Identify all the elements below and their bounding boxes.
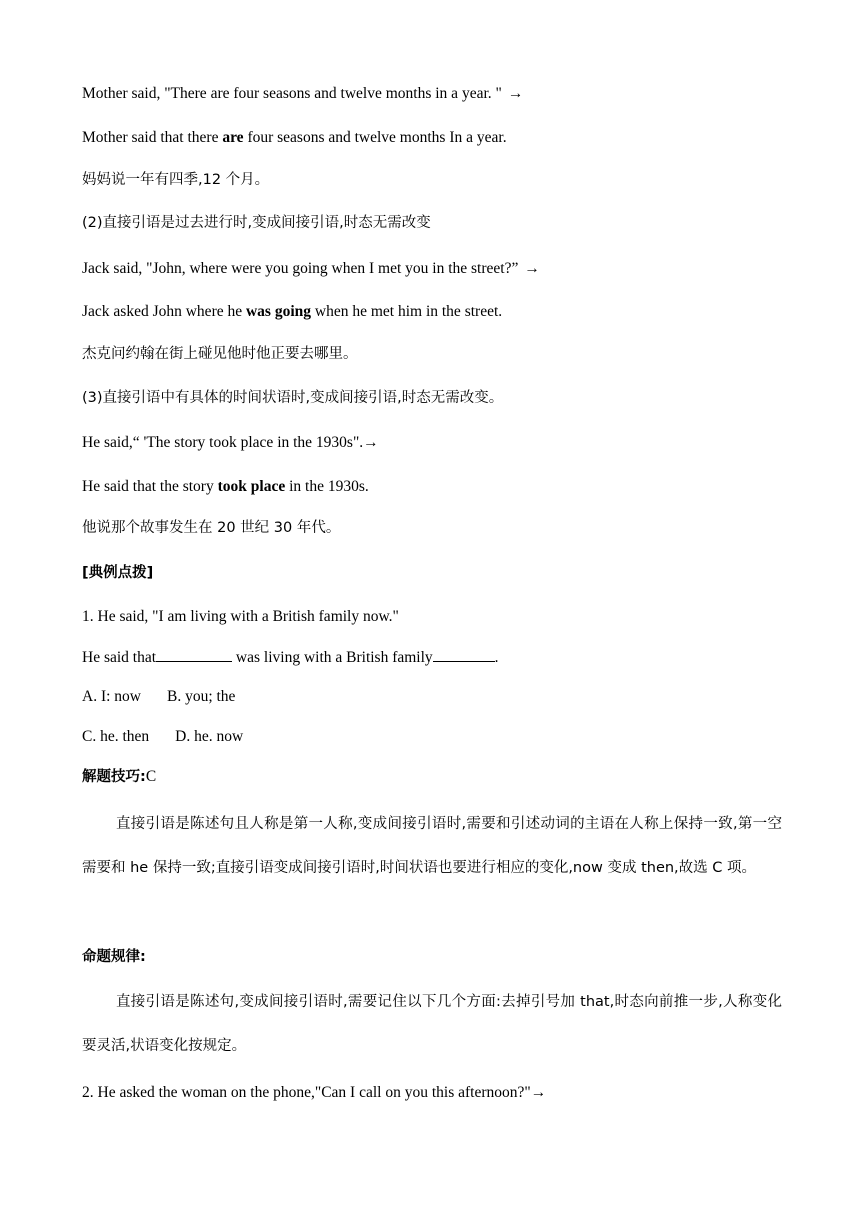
arrow-icon: → [507,85,524,102]
question1-options-ab [82,687,235,707]
option-b: B. you; the [166,688,236,705]
question1-fill: He said that was living with a British family . [82,649,499,666]
example3-indirect: He said that the story took place in the 1930s. [82,478,369,495]
option-d: D. he. now [175,728,244,745]
rule-3: (3)直接引语中有具体的时间状语时,变成间接引语,时态无需改变。 [82,390,504,406]
rule-heading: 命题规律: [82,949,146,965]
tip-explanation: 直接引语是陈述句且人称是第一人称,变成间接引语时,需要和引述动词的主语在人称上保持一致,第一空需要和 he 保持一致;直接引语变成间接引语时,时间状语也要进行相应的变化,now 变成 then,故选 C 项。 [82,816,782,876]
rule-2: (2)直接引语是过去进行时,变成间接引语,时态无需改变 [82,215,431,231]
arrow-icon: → [524,260,540,277]
arrow-icon: → [530,1084,547,1101]
option-c: C. he. then [82,728,150,745]
question1-stem: 1. He said, "I am living with a British family now." [82,608,399,625]
tip-heading: 解题技巧:C [82,768,157,785]
option-a: A. I: now [82,688,141,705]
question2-stem: 2. He asked the woman on the phone,"Can I call on you this afternoon?"→ [82,1084,547,1101]
arrow-icon: → [363,434,379,451]
example1-direct: Mother said, "There are four seasons and twelve months in a year. " → [82,85,524,102]
question1-options-cd [82,727,243,747]
answer-blank [156,647,232,662]
example3-translation: 他说那个故事发生在 20 世纪 30 年代。 [82,520,341,536]
answer-blank [433,647,495,662]
example2-indirect: Jack asked John where he was going when he met him in the street. [82,303,503,320]
example2-translation: 杰克问约翰在街上碰见他时他正要去哪里。 [82,346,358,362]
rule-explanation: 直接引语是陈述句,变成间接引语时,需要记住以下几个方面:去掉引号加 that,时态向前推一步,人称变化要灵活,状语变化按规定。 [82,994,782,1054]
section-title: [典例点拨] [82,565,154,581]
example1-translation: 妈妈说一年有四季,12 个月。 [82,172,270,188]
example2-direct: Jack said, "John, where were you going when I met you in the street?” → [82,260,540,277]
example3-direct: He said,“ 'The story took place in the 1930s".→ [82,434,379,451]
example1-indirect: Mother said that there are four seasons and twelve months In a year. [82,129,507,146]
